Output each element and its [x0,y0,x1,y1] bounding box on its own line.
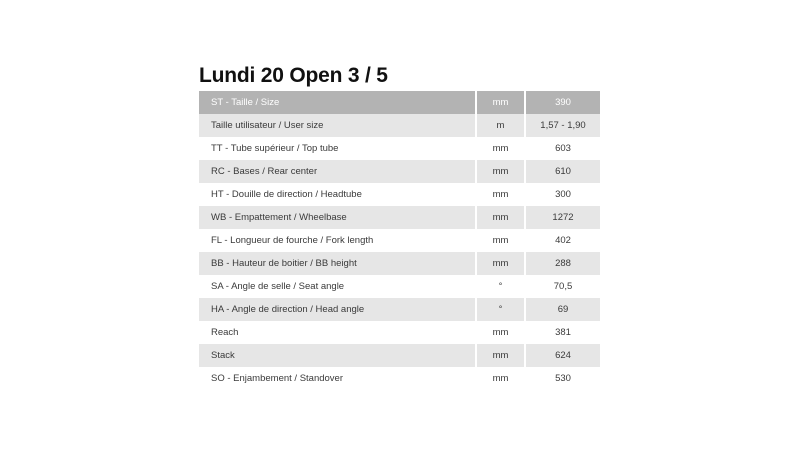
row-value: 1272 [526,206,600,229]
row-value: 381 [526,321,600,344]
row-value: 300 [526,183,600,206]
row-unit: mm [477,252,526,275]
page-title: Lundi 20 Open 3 / 5 [199,64,388,87]
row-label: SA - Angle de selle / Seat angle [199,275,477,298]
row-label: WB - Empattement / Wheelbase [199,206,477,229]
table-row [199,321,600,344]
row-unit: m [477,114,526,137]
row-value: 402 [526,229,600,252]
table-row [199,344,600,367]
row-label: FL - Longueur de fourche / Fork length [199,229,477,252]
table-row [199,275,600,298]
table-row [199,252,600,275]
header-label: ST - Taille / Size [199,91,477,114]
header-unit: mm [477,91,526,114]
geometry-table [199,91,600,390]
row-unit: mm [477,160,526,183]
row-label: TT - Tube supérieur / Top tube [199,137,477,160]
row-value: 1,57 - 1,90 [526,114,600,137]
row-label: HT - Douille de direction / Headtube [199,183,477,206]
table-row [199,206,600,229]
header-value: 390 [526,91,600,114]
row-label: Reach [199,321,477,344]
row-unit: mm [477,229,526,252]
table-header-row [199,91,600,114]
row-value: 624 [526,344,600,367]
row-unit: mm [477,183,526,206]
row-unit: mm [477,344,526,367]
row-unit: mm [477,137,526,160]
row-label: SO - Enjambement / Standover [199,367,477,390]
row-label: RC - Bases / Rear center [199,160,477,183]
row-value: 69 [526,298,600,321]
row-value: 610 [526,160,600,183]
row-value: 288 [526,252,600,275]
row-unit: mm [477,206,526,229]
table-row [199,160,600,183]
table-row [199,298,600,321]
row-value: 603 [526,137,600,160]
row-value: 530 [526,367,600,390]
table-row [199,114,600,137]
row-label: BB - Hauteur de boitier / BB height [199,252,477,275]
row-unit: ° [477,275,526,298]
table-row [199,183,600,206]
row-label: Stack [199,344,477,367]
row-unit: ° [477,298,526,321]
row-unit: mm [477,321,526,344]
table-row [199,137,600,160]
table-row [199,229,600,252]
row-value: 70,5 [526,275,600,298]
row-label: HA - Angle de direction / Head angle [199,298,477,321]
table-row [199,367,600,390]
row-unit: mm [477,367,526,390]
row-label: Taille utilisateur / User size [199,114,477,137]
